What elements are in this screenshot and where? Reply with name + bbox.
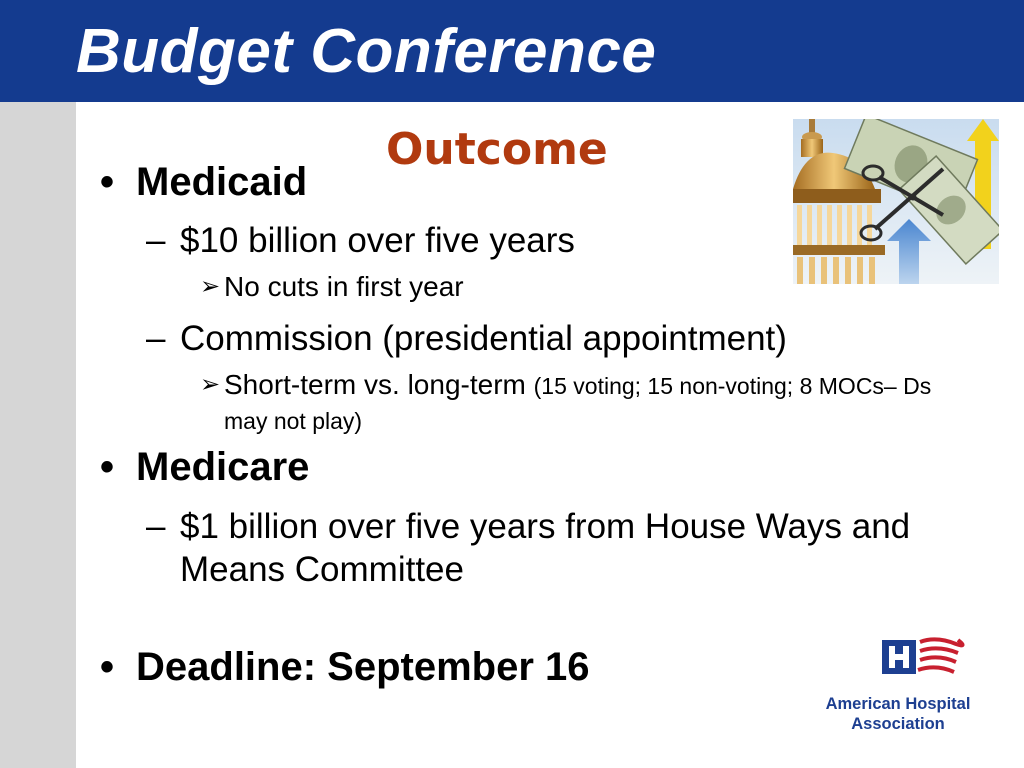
medicare-sub1 (146, 505, 946, 591)
bullet-glyph: • (100, 645, 115, 689)
slide-subtitle: Outcome (386, 124, 608, 175)
aha-logo (812, 632, 984, 737)
medicaid-sub2 (146, 317, 906, 360)
dash-glyph: – (146, 507, 166, 546)
arrow-bullet-icon: ➢ (200, 273, 221, 300)
medicare-sub1-text: $1 billion over five years from House Ways and Means Committee (180, 507, 911, 589)
aha-logo-text (812, 694, 984, 734)
bullet-glyph: • (100, 445, 115, 489)
title-bar (0, 0, 1024, 102)
dash-glyph: – (146, 319, 166, 358)
medicaid-sub1-text: $10 billion over five years (180, 221, 575, 260)
medicaid-sub1 (146, 219, 746, 262)
arrow-bullet-icon: ➢ (200, 371, 221, 398)
medicaid-sub1-detail-text: No cuts in first year (224, 271, 464, 302)
medicaid-sub1-detail (200, 270, 760, 303)
capitol-budget-illustration (793, 119, 999, 284)
aha-logo-line2: Association (851, 715, 945, 733)
aha-logo-line1: American Hospital (825, 695, 971, 713)
aha-h-flag-icon (812, 632, 984, 690)
slide-title: Budget Conference (76, 17, 657, 86)
dash-glyph: – (146, 221, 166, 260)
medicaid-sub2-text: Commission (presidential appointment) (180, 319, 787, 358)
medicaid-sub2-detail-text: Short-term vs. long-term (224, 369, 526, 400)
bullet-medicaid-label: Medicaid (136, 160, 308, 204)
bullet-glyph: • (100, 160, 115, 204)
bullet-medicare-label: Medicare (136, 445, 310, 489)
capitol-budget-photo (793, 119, 999, 284)
side-band (0, 102, 76, 768)
medicaid-sub2-detail-note: (15 voting; 15 non-voting; 8 MOCs– Ds may not play) (224, 373, 932, 434)
medicaid-sub2-detail (200, 368, 970, 438)
bullet-deadline-label: Deadline: September 16 (136, 645, 590, 689)
